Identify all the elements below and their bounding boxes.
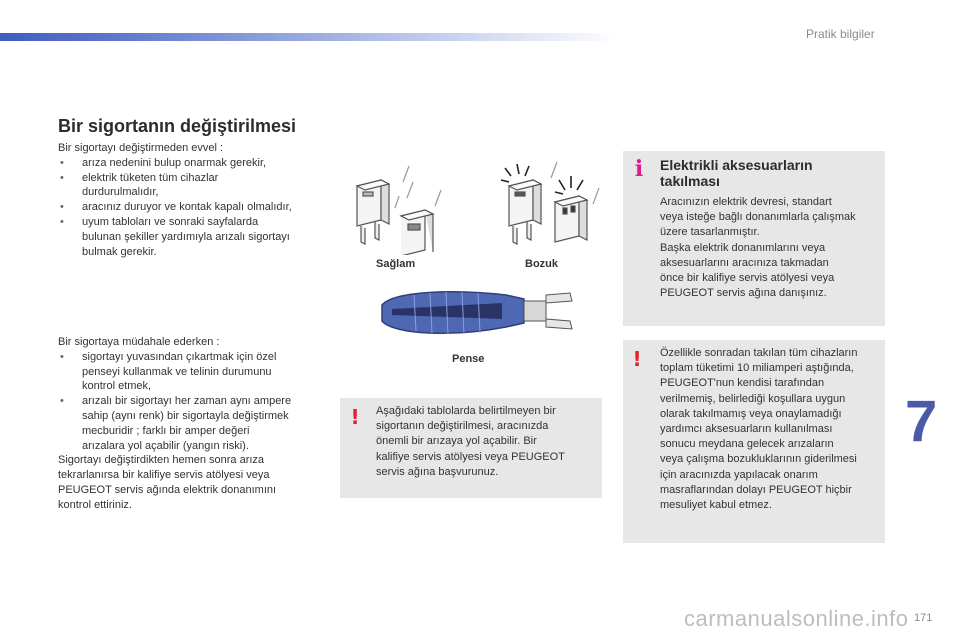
intervention-intro: Bir sigortaya müdahale ederken : bbox=[58, 336, 220, 348]
warning-line: yardımcı aksesuarların kullanılması bbox=[660, 423, 833, 436]
info-title-line: takılması bbox=[660, 173, 720, 189]
warning-line: veya çalışma bozukluklarının giderilmesi bbox=[660, 453, 857, 466]
warning-line: Aşağıdaki tablolarda belirtilmeyen bir bbox=[376, 405, 556, 417]
warning-line: kalifiye servis atölyesi veya PEUGEOT bbox=[376, 450, 565, 463]
watermark: carmanualsonline.info bbox=[684, 606, 909, 631]
warning-right-text bbox=[660, 346, 882, 513]
closing-line: kontrol ettiriniz. bbox=[58, 498, 132, 511]
header-gradient-bar bbox=[0, 33, 620, 41]
warning-line: sonucu meydana gelecek arızaların bbox=[660, 438, 834, 451]
info-line: Aracınızın elektrik devresi, standart bbox=[660, 196, 832, 208]
warning-icon: ! bbox=[350, 405, 360, 429]
list-item-line: bulmak gerekir. bbox=[82, 245, 157, 258]
page-number: 171 bbox=[914, 612, 933, 624]
list-item-line: • arıza nedenini bulup onarmak gerekir, bbox=[82, 156, 267, 169]
warning-line: toplam tüketimi 10 miliamperi aştığında, bbox=[660, 362, 854, 375]
list-item bbox=[58, 350, 328, 394]
warning-icon: ! bbox=[632, 347, 642, 371]
before-block bbox=[58, 141, 328, 259]
pliers-caption: Pense bbox=[452, 353, 485, 365]
info-line: Başka elektrik donanımlarını veya bbox=[660, 241, 826, 254]
warning-line: PEUGEOT'nun kendisi tarafından bbox=[660, 377, 825, 390]
info-title-line: Elektrikli aksesuarların bbox=[660, 157, 813, 173]
list-item-line: mecburidir ; farklı bir amper değeri bbox=[82, 424, 250, 437]
warning-center-text bbox=[376, 404, 596, 480]
warning-line: olarak takılmamış veya onaylamadığı bbox=[660, 407, 842, 420]
list-item bbox=[58, 171, 328, 201]
blown-fuse-illustration bbox=[495, 158, 605, 255]
warning-line: masraflarından dolayı PEUGEOT hiçbir bbox=[660, 483, 852, 496]
info-line: veya isteğe bağlı donanımlarla çalışmak bbox=[660, 211, 856, 224]
list-item-line: • elektrik tüketen tüm cihazlar bbox=[82, 171, 219, 184]
page-title: Bir sigortanın değiştirilmesi bbox=[58, 116, 297, 136]
good-fuse-illustration bbox=[345, 160, 455, 255]
closing-line: tekrarlanırsa bir kalifiye servis atölyesi veya bbox=[58, 469, 270, 482]
list-item-line: kontrol etmek, bbox=[82, 380, 152, 393]
closing-line: PEUGEOT servis ağında elektrik donanımını bbox=[58, 483, 277, 496]
blown-fuse-caption: Bozuk bbox=[525, 258, 558, 270]
list-item-line: • aracınız duruyor ve kontak kapalı olmalıdır, bbox=[82, 201, 292, 214]
list-item-line: penseyi kullanmak ve telinin durumunu bbox=[82, 365, 272, 378]
intervention-block bbox=[58, 335, 328, 513]
list-item bbox=[58, 215, 328, 259]
closing-line: Sigortayı değiştirdikten hemen sonra arıza bbox=[58, 454, 265, 467]
section-label: Pratik bilgiler bbox=[806, 27, 875, 41]
chapter-number: 7 bbox=[905, 389, 938, 454]
info-text bbox=[660, 195, 880, 301]
list-item bbox=[58, 156, 328, 171]
before-intro: Bir sigortayı değiştirmeden evvel : bbox=[58, 142, 224, 154]
info-line: üzere tasarlanmıştır. bbox=[660, 226, 760, 239]
list-item-line: bulunan şekiller yardımıyla arızalı sigortayı bbox=[82, 230, 290, 243]
info-line: aksesuarlarını aracınıza takmadan bbox=[660, 256, 829, 269]
list-item-line: • arızalı bir sigortayı her zaman aynı ampere bbox=[82, 395, 292, 408]
list-item-line: arızalara yol açabilir (yangın riski). bbox=[82, 439, 249, 452]
list-item-line: sahip (aynı renk) bir sigortayla değiştirmek bbox=[82, 409, 289, 422]
warning-line: mesuliyet kabul etmez. bbox=[660, 499, 772, 512]
list-item-line: durdurulmalıdır, bbox=[82, 186, 159, 199]
warning-line: sigortanın değiştirilmesi, aracınızda bbox=[376, 420, 549, 433]
warning-line: verilmemiş, belirlediği koşullara uygun bbox=[660, 392, 846, 405]
info-title bbox=[660, 157, 860, 189]
info-line: PEUGEOT servis ağına danışınız. bbox=[660, 287, 827, 300]
list-item-line: • sigortayı yuvasından çıkartmak için özel bbox=[82, 350, 277, 363]
pliers-illustration bbox=[374, 283, 580, 345]
info-icon: i bbox=[634, 156, 644, 182]
warning-line: için aracınızda yapılacak onarım bbox=[660, 468, 818, 481]
good-fuse-caption: Sağlam bbox=[376, 258, 416, 270]
list-item bbox=[58, 394, 328, 453]
warning-line: Özellikle sonradan takılan tüm cihazların bbox=[660, 347, 858, 359]
list-item bbox=[58, 200, 328, 215]
info-line: önce bir kalifiye servis atölyesi veya bbox=[660, 272, 835, 285]
warning-line: önemli bir arızaya yol açabilir. Bir bbox=[376, 435, 537, 448]
warning-line: servis ağına başvurunuz. bbox=[376, 465, 499, 478]
list-item-line: • uyum tabloları ve sonraki sayfalarda bbox=[82, 215, 259, 228]
